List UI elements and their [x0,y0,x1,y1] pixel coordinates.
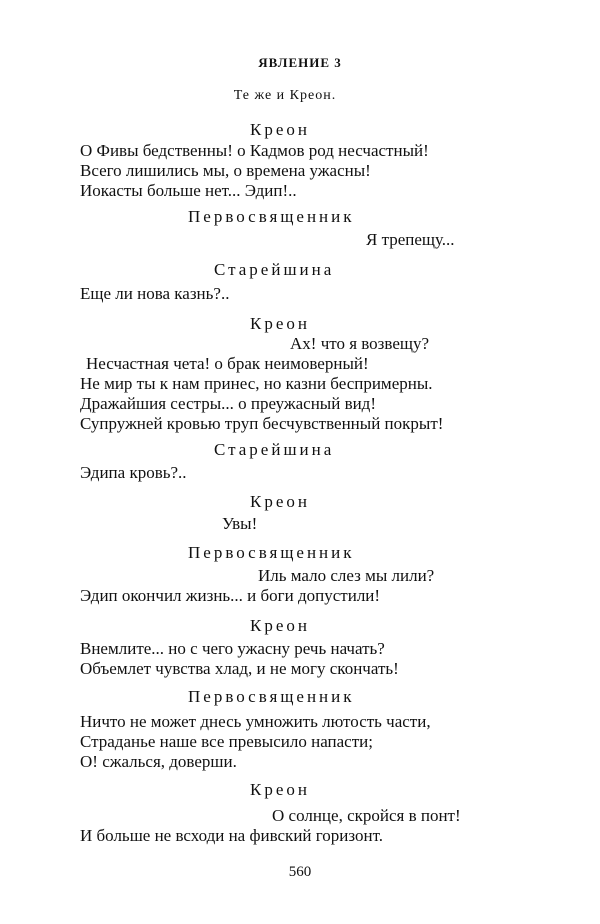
verse-line: О Фивы бедственны! о Кадмов род несчастный! [80,141,429,160]
page-number: 560 [288,864,312,880]
verse-line: Внемлите... но с чего ужасну речь начать? [80,639,385,658]
speaker-name: Креон [250,780,310,799]
verse-line: Страданье наше все превысило напасти; [80,732,373,751]
verse-line: Супружней кровью труп бесчувственный покрыт! [80,414,444,433]
verse-line: Объемлет чувства хлад, и не могу скончать! [80,659,399,678]
speaker-name: Первосвященник [188,543,355,562]
speaker-name: Креон [250,314,310,333]
verse-line: Ничто не может днесь умножить лютость части, [80,712,431,731]
verse-line: Ах! что я возвещу? [290,334,429,353]
verse-line: Несчастная чета! о брак неимоверный! [86,354,369,373]
speaker-name: Старейшина [214,260,335,279]
verse-line: Дражайшия сестры... о преужасный вид! [80,394,376,413]
scene-heading: ЯВЛЕНИЕ 3 [258,55,342,70]
stage-direction: Те же и Креон. [233,88,337,103]
verse-line: И больше не всходи на фивский горизонт. [80,826,384,845]
verse-line: Эдипа кровь?.. [80,463,187,482]
verse-line: Увы! [222,514,258,533]
verse-line: Всего лишились мы, о времена ужасны! [80,161,371,180]
verse-line: Иокасты больше нет... Эдип!.. [80,181,297,200]
verse-line: Не мир ты к нам принес, но казни беспримерны. [80,374,433,393]
verse-line: Эдип окончил жизнь... и боги допустили! [80,586,381,605]
verse-line: О! сжалься, доверши. [80,752,237,771]
speaker-name: Первосвященник [188,207,355,226]
speaker-name: Креон [250,492,310,511]
speaker-name: Старейшина [214,440,335,459]
speaker-name: Первосвященник [188,687,355,706]
verse-line: О солнце, скройся в понт! [272,806,461,825]
speaker-name: Креон [250,616,310,635]
verse-line: Иль мало слез мы лили? [258,566,435,585]
verse-line: Еще ли нова казнь?.. [80,284,230,303]
verse-line: Я трепещу... [366,230,455,249]
speaker-name: Креон [250,120,310,139]
